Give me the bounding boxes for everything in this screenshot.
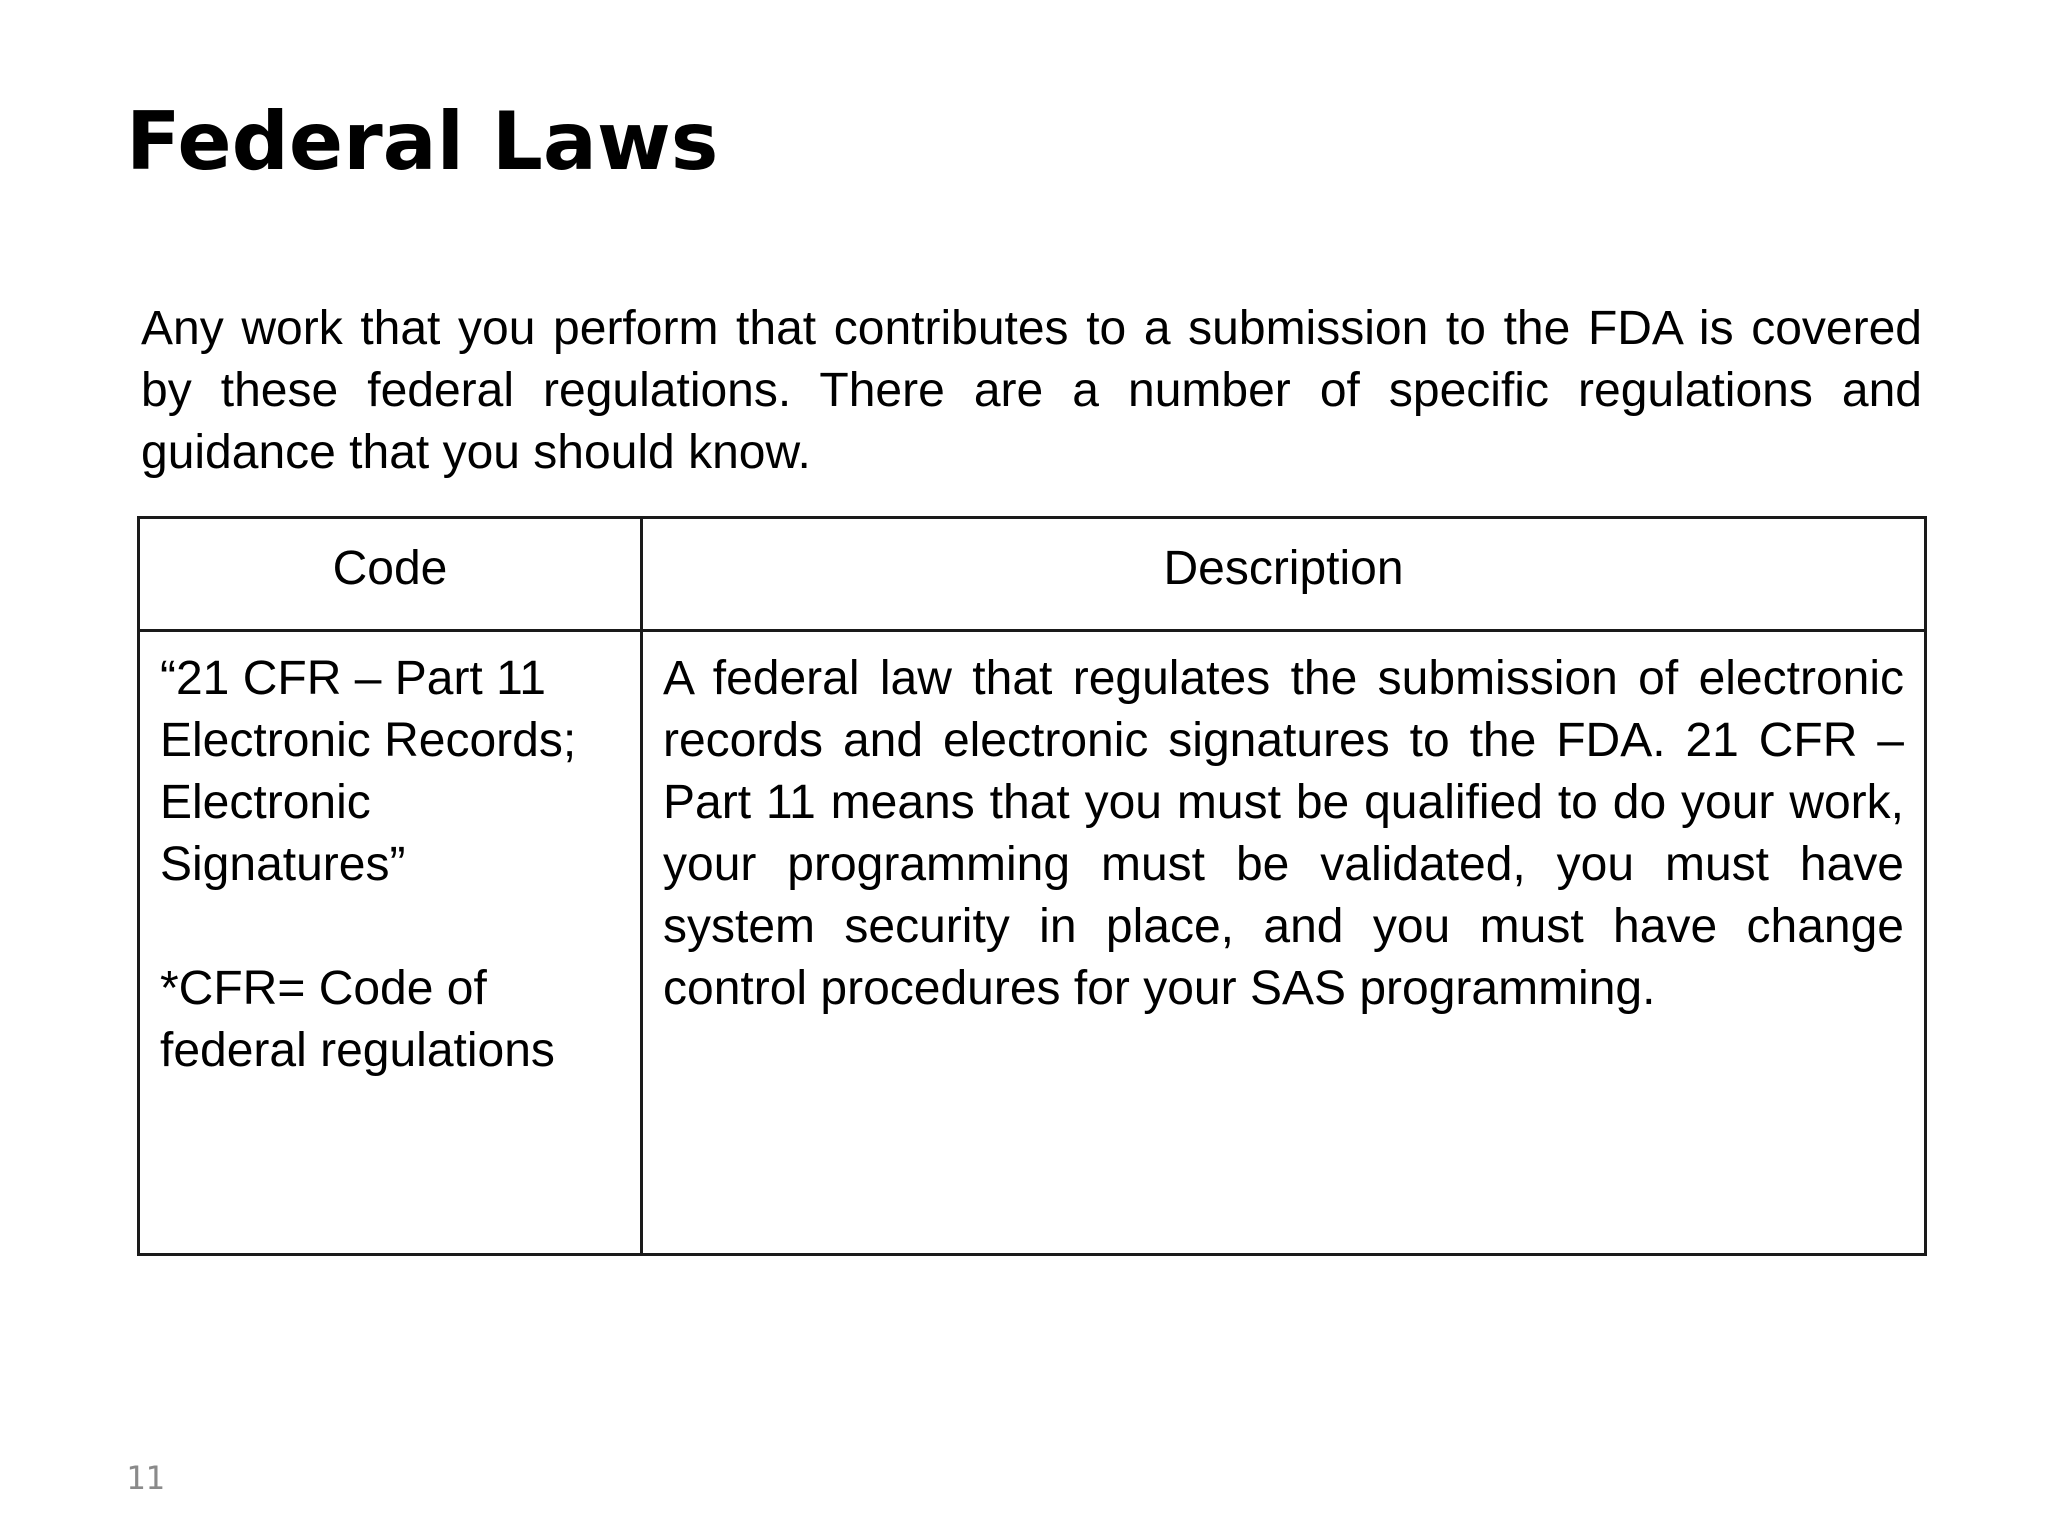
column-header-description: Description bbox=[642, 518, 1926, 631]
code-footnote: *CFR= Code of federal regulations bbox=[160, 962, 555, 1077]
intro-paragraph: Any work that you perform that contributes to a submission to the FDA is covered by these federal regulations. There are a number of specific regulations and guidance that you should know. bbox=[141, 302, 1922, 479]
federal-laws-table bbox=[137, 516, 1927, 1256]
description-cell: A federal law that regulates the submission of electronic records and electronic signatures to the FDA. 21 CFR – Part 11 means that you must be qualified to do your work, your programming must be validated, you must have system security in place, and you must have change control procedures for your SAS programming. bbox=[642, 631, 1926, 1255]
table-row bbox=[139, 631, 1926, 1255]
code-cell bbox=[139, 631, 642, 1255]
column-header-code: Code bbox=[139, 518, 642, 631]
table-header-row bbox=[139, 518, 1926, 631]
slide-title: Federal Laws bbox=[126, 95, 719, 188]
code-name: “21 CFR – Part 11 Electronic Records; Electronic Signatures” bbox=[160, 652, 577, 891]
page-number: 11 bbox=[126, 1459, 165, 1497]
